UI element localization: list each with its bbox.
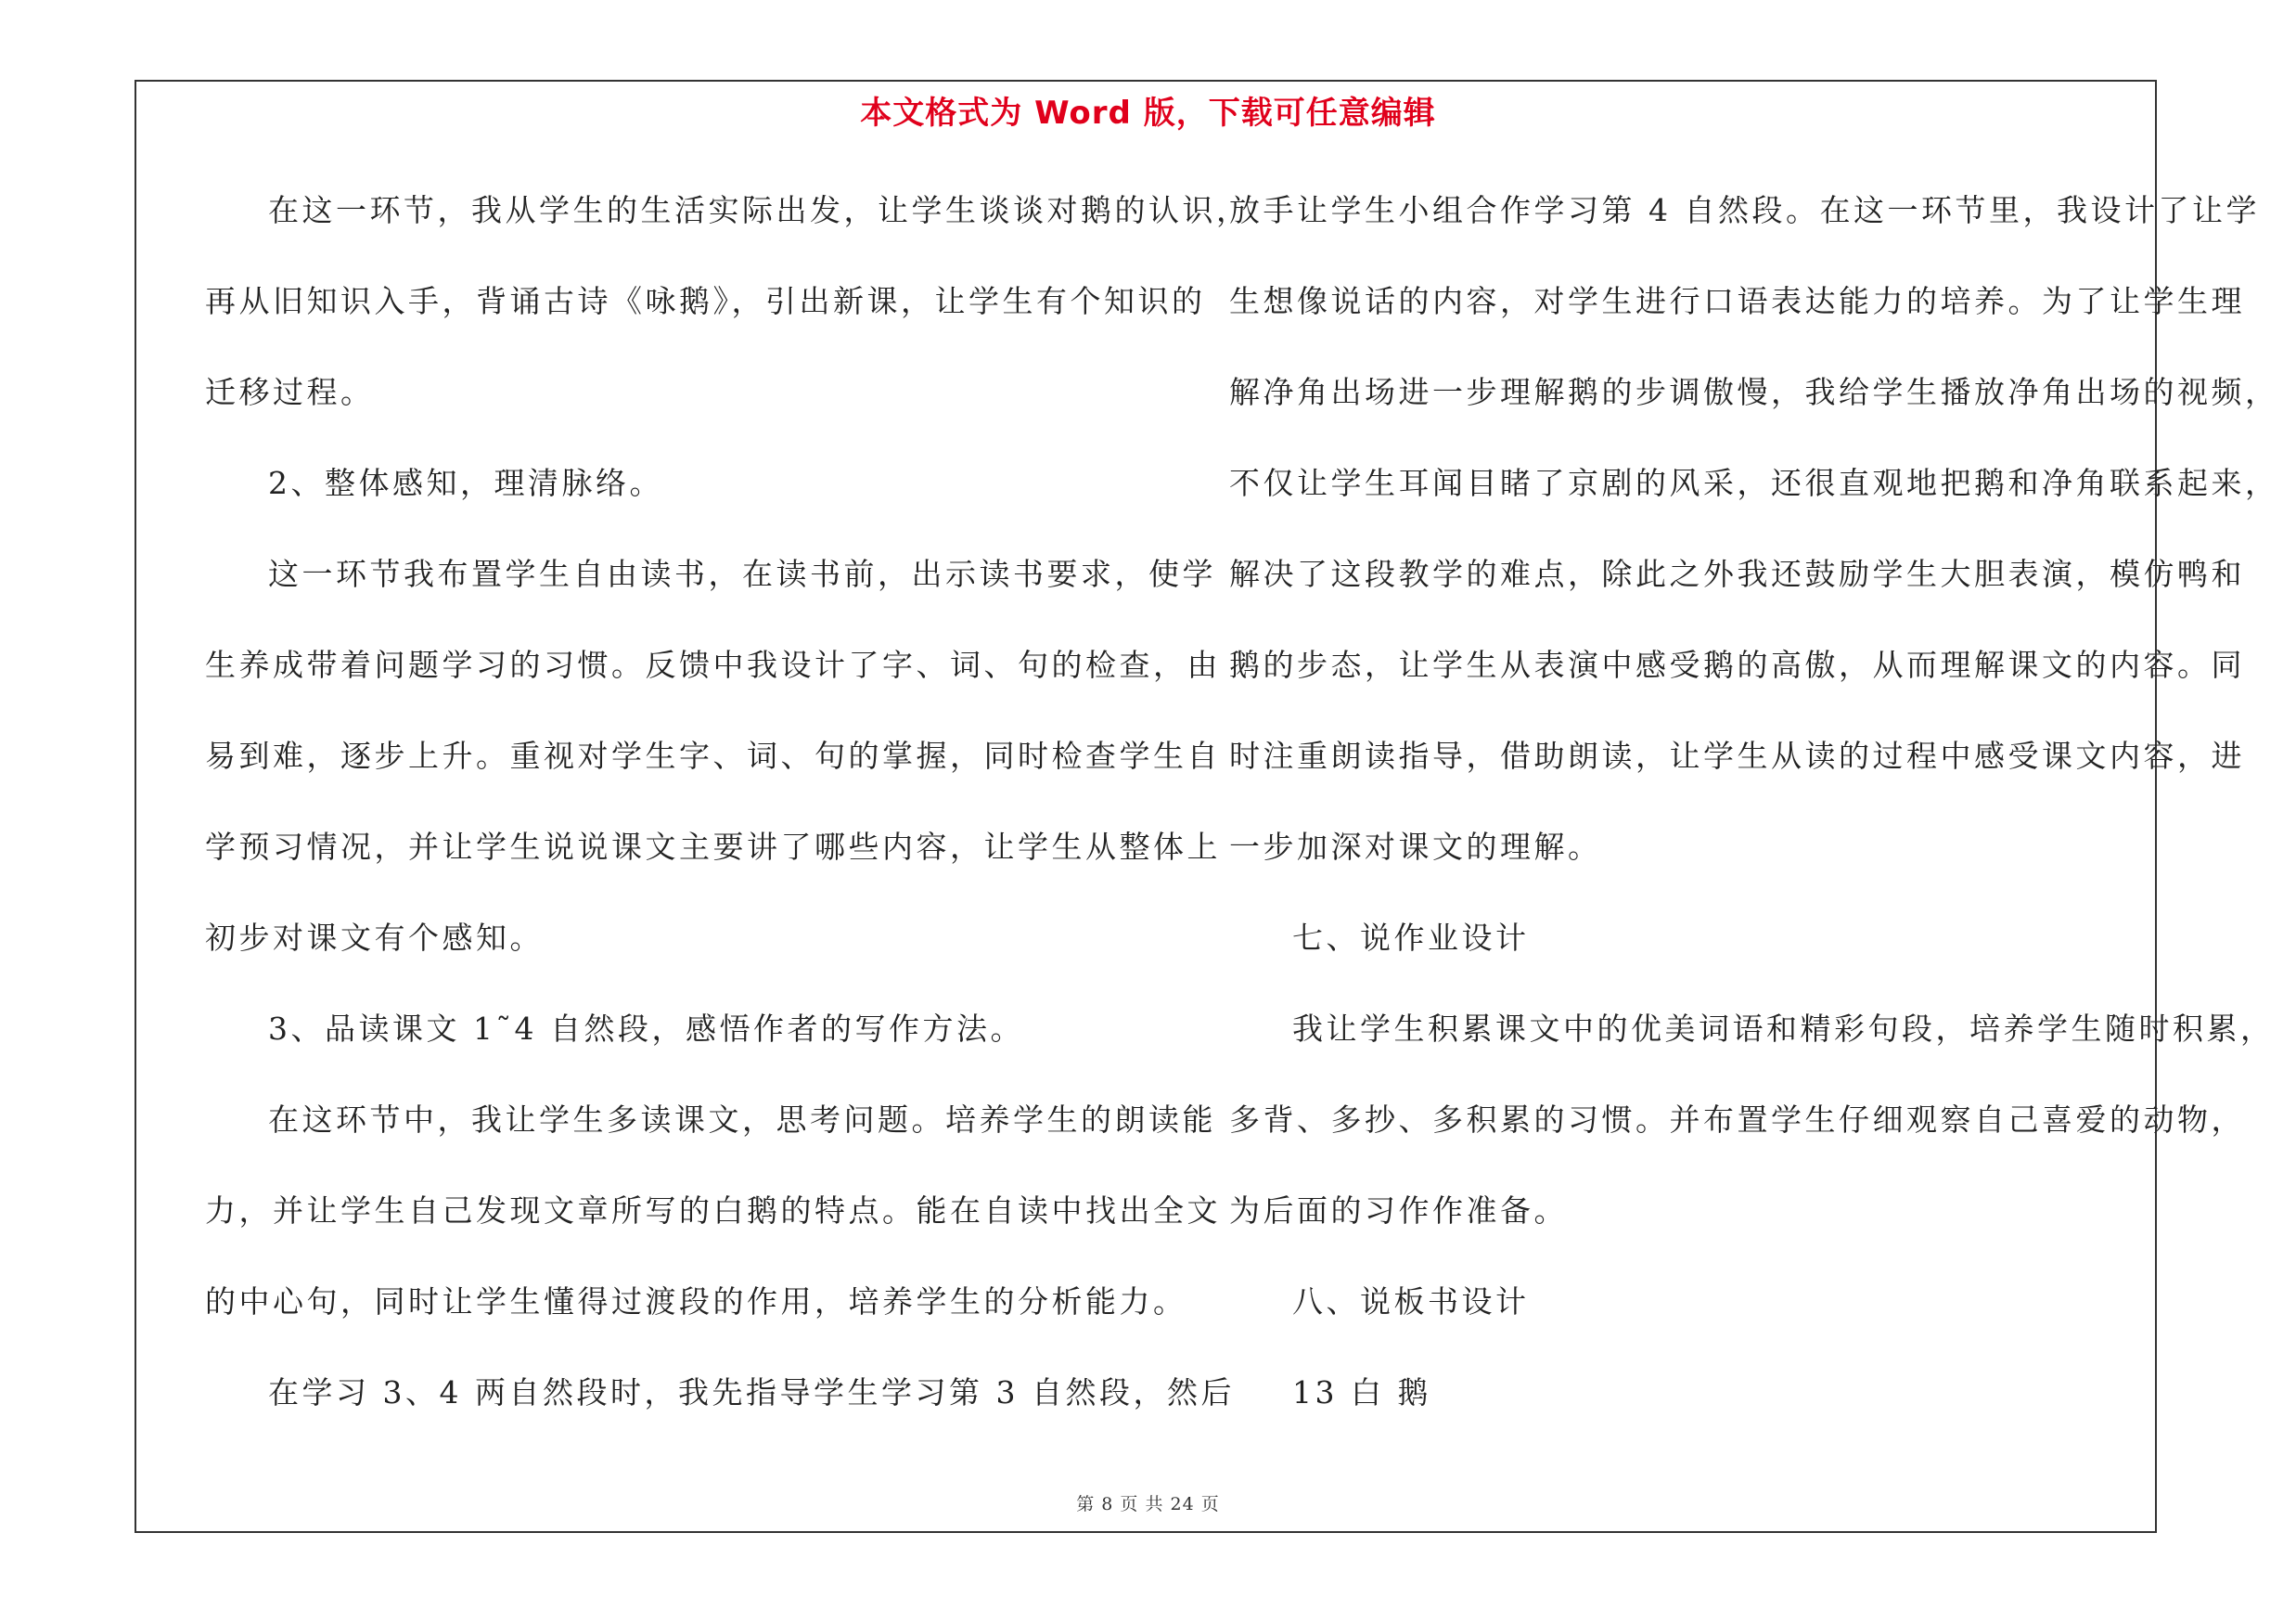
- text-line: 放手让学生小组合作学习第 4 自然段。在这一环节里，我设计了让学: [1229, 192, 2260, 228]
- text-line: 解净角出场进一步理解鹅的步调傲慢，我给学生播放净角出场的视频，: [1229, 374, 2279, 410]
- text-line: 初步对课文有个感知。: [205, 920, 544, 956]
- text-line: 不仅让学生耳闻目睹了京剧的风采，还很直观地把鹅和净角联系起来，: [1229, 465, 2279, 501]
- text-line: 生想像说话的内容，对学生进行口语表达能力的培养。为了让学生理: [1229, 283, 2245, 319]
- text-line: 13 白 鹅: [1292, 1374, 1431, 1410]
- text-line: 一步加深对课文的理解。: [1229, 829, 1602, 865]
- left-column: [205, 181, 1251, 1454]
- text-line: 迁移过程。: [205, 374, 375, 410]
- text-line: 解决了这段教学的难点，除此之外我还鼓励学生大胆表演，模仿鸭和: [1229, 556, 2245, 592]
- text-line: 易到难，逐步上升。重视对学生字、词、句的掌握，同时检查学生自: [205, 738, 1221, 774]
- text-line: 鹅的步态，让学生从表演中感受鹅的高傲，从而理解课文的内容。同: [1229, 647, 2245, 683]
- text-line: 在学习 3、4 两自然段时，我先指导学生学习第 3 自然段，然后: [268, 1374, 1235, 1410]
- text-line: 在这环节中，我让学生多读课文，思考问题。培养学生的朗读能: [268, 1101, 1216, 1138]
- page-footer: 第 8 页 共 24 页: [1076, 1494, 1220, 1514]
- text-line: 我让学生积累课文中的优美词语和精彩句段，培养学生随时积累，: [1292, 1011, 2275, 1047]
- text-line: 的中心句，同时让学生懂得过渡段的作用，培养学生的分析能力。: [205, 1283, 1187, 1320]
- text-line: 八、说板书设计: [1292, 1283, 1530, 1320]
- text-line: 3、品读课文 1˜4 自然段，感悟作者的写作方法。: [268, 1011, 1024, 1047]
- text-line: 2、整体感知，理清脉络。: [268, 465, 663, 501]
- text-line: 生养成带着问题学习的习惯。反馈中我设计了字、词、句的检查，由: [205, 647, 1221, 683]
- text-line: 为后面的习作作准备。: [1229, 1192, 1568, 1229]
- text-line: 力，并让学生自己发现文章所写的白鹅的特点。能在自读中找出全文: [205, 1192, 1221, 1229]
- document-header-title: 本文格式为 Word 版，下载可任意编辑: [860, 95, 1436, 132]
- text-line: 这一环节我布置学生自由读书，在读书前，出示读书要求，使学: [268, 556, 1216, 592]
- text-line: 再从旧知识入手，背诵古诗《咏鹅》，引出新课，让学生有个知识的: [205, 283, 1206, 319]
- text-line: 在这一环节，我从学生的生活实际出发，让学生谈谈对鹅的认识，: [268, 192, 1251, 228]
- text-line: 多背、多抄、多积累的习惯。并布置学生仔细观察自己喜爱的动物，: [1229, 1101, 2245, 1138]
- text-line: 学预习情况，并让学生说说课文主要讲了哪些内容，让学生从整体上: [205, 829, 1221, 865]
- text-line: 七、说作业设计: [1292, 920, 1530, 956]
- right-column: [1229, 181, 2279, 1454]
- text-line: 时注重朗读指导，借助朗读，让学生从读的过程中感受课文内容，进: [1229, 738, 2245, 774]
